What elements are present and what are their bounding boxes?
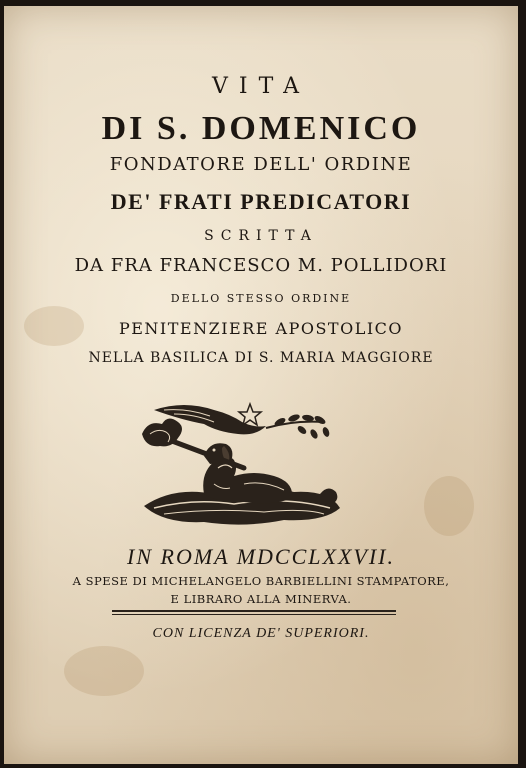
dog-with-torch-emblem-icon bbox=[134, 398, 348, 534]
imprint-publisher: A SPESE DI MICHELANGELO BARBIELLINI STAMPATORE, bbox=[72, 574, 450, 588]
title-main: DI S. DOMENICO bbox=[101, 110, 421, 147]
foxing-stain bbox=[424, 476, 474, 536]
license-line: CON LICENZA DE' SUPERIORI. bbox=[152, 626, 370, 641]
foxing-stain bbox=[64, 646, 144, 696]
author-line: DA FRA FRANCESCO M. POLLIDORI bbox=[74, 255, 448, 276]
same-order-line: DELLO STESSO ORDINE bbox=[170, 292, 352, 305]
divider-rule-thick bbox=[112, 610, 396, 612]
penitentiary-line: PENITENZIERE APOSTOLICO bbox=[118, 319, 404, 338]
divider-rule-thin bbox=[112, 614, 396, 615]
title-vita: VITA bbox=[212, 74, 310, 99]
imprint-place: IN ROMA MDCCLXXVII. bbox=[127, 544, 395, 569]
book-page bbox=[4, 6, 518, 764]
imprint-bookseller: E LIBRARO ALLA MINERVA. bbox=[170, 592, 352, 606]
written-label: SCRITTA bbox=[204, 228, 318, 244]
subtitle-order: DE' FRATI PREDICATORI bbox=[110, 189, 412, 214]
basilica-line: NELLA BASILICA DI S. MARIA MAGGIORE bbox=[88, 350, 434, 366]
subtitle-founder: FONDATORE DELL' ORDINE bbox=[109, 154, 413, 175]
